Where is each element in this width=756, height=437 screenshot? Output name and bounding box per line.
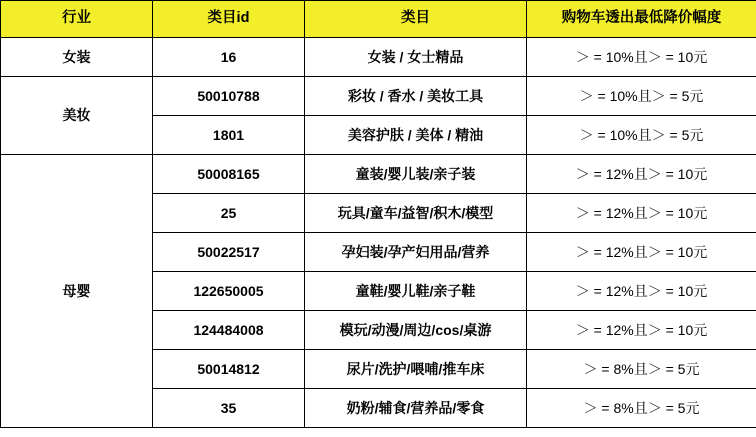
- category-id-cell: 124484008: [153, 311, 305, 350]
- category-name-cell: 女装 / 女士精品: [305, 38, 527, 77]
- discount-cell: ＞ = 10%且＞ = 10元: [527, 38, 756, 77]
- industry-cell: 母婴: [1, 155, 153, 428]
- table-body: [1, 38, 756, 428]
- category-name-cell: 童装/婴儿装/亲子装: [305, 155, 527, 194]
- discount-cell: ＞ = 12%且＞ = 10元: [527, 272, 756, 311]
- table-header-row: [1, 1, 756, 38]
- category-name-cell: 孕妇装/孕产妇用品/营养: [305, 233, 527, 272]
- category-id-cell: 50022517: [153, 233, 305, 272]
- discount-cell: ＞ = 10%且＞ = 5元: [527, 116, 756, 155]
- industry-cell: 美妆: [1, 77, 153, 155]
- category-id-cell: 50010788: [153, 77, 305, 116]
- category-name-cell: 美容护肤 / 美体 / 精油: [305, 116, 527, 155]
- category-id-cell: 35: [153, 389, 305, 428]
- category-name-cell: 彩妆 / 香水 / 美妆工具: [305, 77, 527, 116]
- table-row: [1, 155, 756, 194]
- category-id-cell: 50014812: [153, 350, 305, 389]
- discount-cell: ＞ = 8%且＞ = 5元: [527, 389, 756, 428]
- column-header-category-id: 类目id: [153, 1, 305, 38]
- column-header-min-discount: 购物车透出最低降价幅度: [527, 1, 756, 38]
- category-id-cell: 122650005: [153, 272, 305, 311]
- discount-cell: ＞ = 12%且＞ = 10元: [527, 194, 756, 233]
- category-name-cell: 玩具/童车/益智/积木/模型: [305, 194, 527, 233]
- column-header-category: 类目: [305, 1, 527, 38]
- category-id-cell: 16: [153, 38, 305, 77]
- category-id-cell: 25: [153, 194, 305, 233]
- category-name-cell: 奶粉/辅食/营养品/零食: [305, 389, 527, 428]
- column-header-industry: 行业: [1, 1, 153, 38]
- discount-cell: ＞ = 12%且＞ = 10元: [527, 233, 756, 272]
- category-name-cell: 童鞋/婴儿鞋/亲子鞋: [305, 272, 527, 311]
- category-name-cell: 模玩/动漫/周边/cos/桌游: [305, 311, 527, 350]
- discount-cell: ＞ = 10%且＞ = 5元: [527, 77, 756, 116]
- table-row: [1, 77, 756, 116]
- table-row: [1, 38, 756, 77]
- industry-cell: 女装: [1, 38, 153, 77]
- discount-cell: ＞ = 12%且＞ = 10元: [527, 155, 756, 194]
- category-name-cell: 尿片/洗护/喂哺/推车床: [305, 350, 527, 389]
- category-id-cell: 50008165: [153, 155, 305, 194]
- category-id-cell: 1801: [153, 116, 305, 155]
- table-header: [1, 1, 756, 38]
- discount-cell: ＞ = 8%且＞ = 5元: [527, 350, 756, 389]
- discount-cell: ＞ = 12%且＞ = 10元: [527, 311, 756, 350]
